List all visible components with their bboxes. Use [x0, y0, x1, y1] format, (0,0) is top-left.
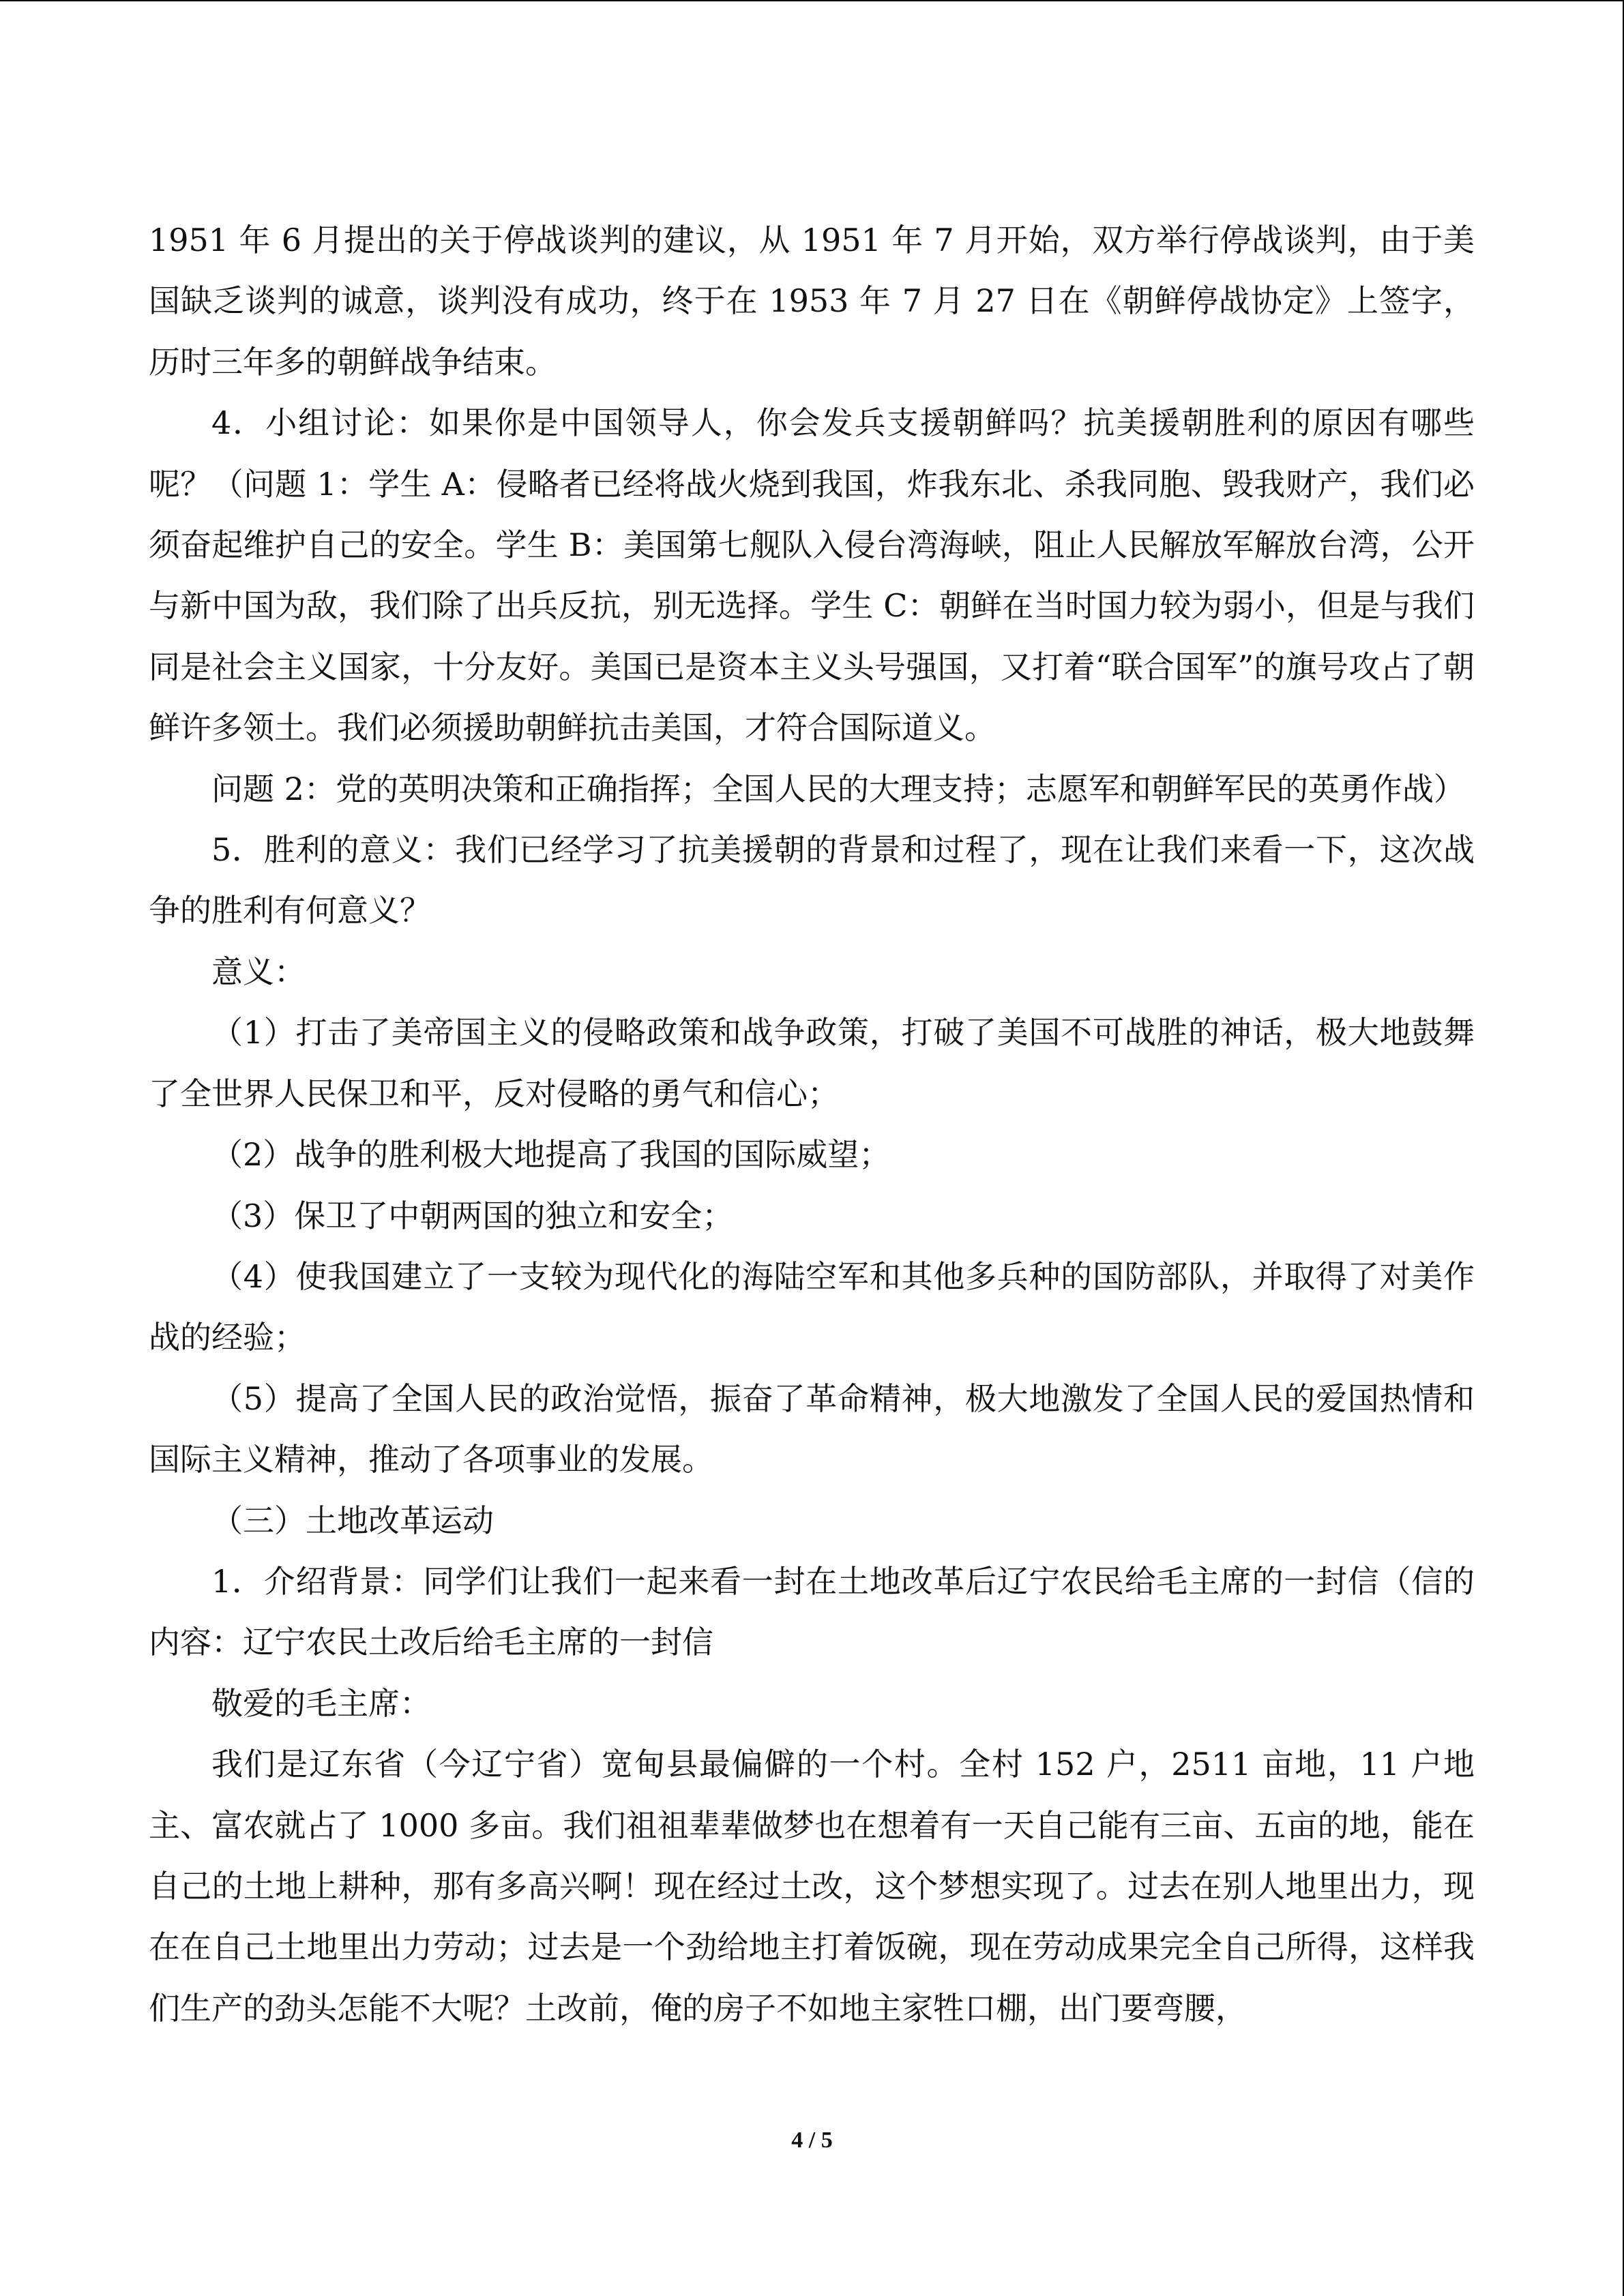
list-item-significance-4: （4）使我国建立了一支较为现代化的海陆空军和其他多兵种的国防部队，并取得了对美作战的经验；: [149, 1257, 1475, 1356]
letter-body: 我们是辽东省（今辽宁省）宽甸县最偏僻的一个村。全村 152 户，2511 亩地，11 户地主、富农就占了 1000 多亩。我们祖祖辈辈做梦也在想着有一天自己能有三亩、五亩的地，能在自己的土地上耕种，那有多高兴啊！现在经过土改，这个梦想实现了。过去在别人地里出力，现在在自己土地里出力劳动；过去是一个劲给地主打着饭碗，现在劳动成果完全自己所得，这样我们生产的劲头怎能不大呢？土改前，俺的房子不如地主家牲口棚，出门要弯腰，: [149, 1746, 1475, 2027]
section-heading-land-reform: （三）土地改革运动: [211, 1502, 494, 1539]
paragraph-victory-significance: 5．胜利的意义：我们已经学习了抗美援朝的背景和过程了，现在让我们来看一下，这次战争的胜利有何意义？: [149, 831, 1475, 929]
paragraph-background: 1．介绍背景：同学们让我们一起来看一封在土地改革后辽宁农民给毛主席的一封信（信的内容：辽宁农民土改后给毛主席的一封信: [149, 1562, 1475, 1661]
paragraph-armistice: 1951 年 6 月提出的关于停战谈判的建议，从 1951 年 7 月开始，双方举行停战谈判，由于美国缺乏谈判的诚意，谈判没有成功，终于在 1953 年 7 月 27 日在《朝鲜停战协定》上签字，历时三年多的朝鲜战争结束。: [149, 222, 1475, 381]
list-item-significance-1: （1）打击了美帝国主义的侵略政策和战争政策，打破了美国不可战胜的神话，极大地鼓舞了全世界人民保卫和平，反对侵略的勇气和信心；: [149, 1014, 1475, 1112]
letter-salutation: 敬爱的毛主席：: [211, 1684, 431, 1722]
list-item-significance-2: （2）战争的胜利极大地提高了我国的国际威望；: [211, 1136, 891, 1174]
paragraph-group-discussion: 4．小组讨论：如果你是中国领导人，你会发兵支援朝鲜吗？抗美援朝胜利的原因有哪些呢？（问题 1：学生 A：侵略者已经将战火烧到我国，炸我东北、杀我同胞、毁我财产，我们必须奋起维护自己的安全。学生 B：美国第七舰队入侵台湾海峡，阻止人民解放军解放台湾，公开与新中国为敌，我们除了出兵反抗，别无选择。学生 C：朝鲜在当时国力较为弱小，但是与我们同是社会主义国家，十分友好。美国已是资本主义头号强国，又打着“联合国军”的旗号攻占了朝鲜许多领土。我们必须援助朝鲜抗击美国，才符合国际道义。: [149, 404, 1475, 747]
list-item-significance-3: （3）保卫了中朝两国的独立和安全；: [211, 1197, 734, 1234]
paragraph-significance-label: 意义：: [211, 953, 306, 990]
paragraph-question-2: 问题 2：党的英明决策和正确指挥；全国人民的大理支持；志愿军和朝鲜军民的英勇作战）: [211, 770, 1465, 807]
document-body: [149, 210, 1475, 2039]
list-item-significance-5: （5）提高了全国人民的政治觉悟，振奋了革命精神，极大地激发了全国人民的爱国热情和国际主义精神，推动了各项事业的发展。: [149, 1380, 1475, 1478]
page-number: 4 / 5: [791, 2128, 833, 2153]
